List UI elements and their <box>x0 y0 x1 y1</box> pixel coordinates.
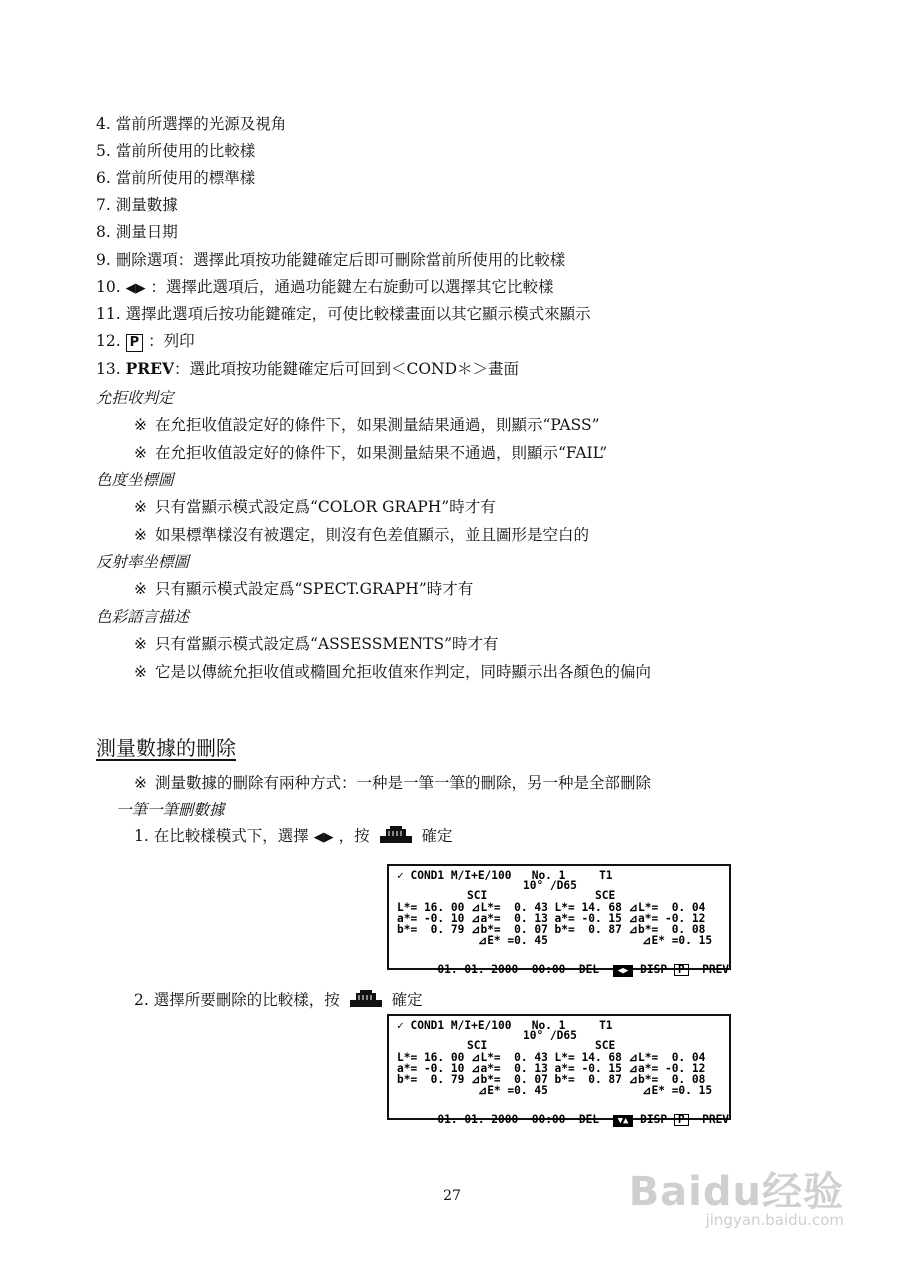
page-number: 27 <box>443 1188 461 1204</box>
note: ※ 只有當顯示模式設定爲“ASSESSMENTS”時才有 <box>134 635 499 653</box>
list-item: 11. 選擇此選項后按功能鍵確定，可使比較樣畫面以其它顯示模式來顯示 <box>96 305 591 323</box>
list-item: 5. 當前所使用的比較樣 <box>96 142 256 160</box>
note: ※ 在允拒收值設定好的條件下，如果測量結果通過，則顯示“PASS” <box>134 416 600 434</box>
step: 1. 在比較樣模式下，選擇 ◀▶ ，按 確定 <box>134 827 453 845</box>
section-heading: 允拒收判定 <box>96 389 174 407</box>
print-icon: P <box>126 334 144 352</box>
print-icon: P <box>674 1114 689 1126</box>
section-heading: 色彩語言描述 <box>96 608 190 626</box>
section-heading: 反射率坐標圖 <box>96 553 190 571</box>
list-item: 9. 刪除選項：選擇此項按功能鍵確定后即可刪除當前所使用的比較樣 <box>96 251 566 269</box>
note: ※ 它是以傳統允拒收值或橢圓允拒收值來作判定，同時顯示出各顏色的偏向 <box>134 663 652 681</box>
note: ※ 只有顯示模式設定爲“SPECT.GRAPH”時才有 <box>134 580 474 598</box>
lcd-screen: ✓ COND1 M/I+E/100 No. 1 T1 10° /D65 SCI SCE L*= 16. 00 ⊿L*= 0. 43 L*= 14. 68 ⊿L*= 0. 04 a*= -0. 10 ⊿a*= 0. 13 a*= -0. 15 ⊿a*= -0. 12 b*= 0. 79 ⊿b*= 0. 07 b*= 0. 87 ⊿b*= 0. 08 ⊿E* =0. 45 ⊿E* =0. 15 01. 01. 2000 00:00 DEL ◀▶ DISP P PREV <box>387 864 731 970</box>
left-right-arrows-icon: ◀▶ <box>313 830 334 845</box>
watermark <box>629 1160 844 1229</box>
note: ※ 如果標準樣沒有被選定，則沒有色差值顯示，並且圖形是空白的 <box>134 526 590 544</box>
list-item: 13. PREV：選此項按功能鍵確定后可回到＜COND＊＞畫面 <box>96 359 520 378</box>
left-right-arrows-icon: ◀▶ <box>125 281 146 296</box>
list-item: 6. 當前所使用的標準樣 <box>96 169 256 187</box>
subheading: 一筆一筆刪數據 <box>116 801 225 819</box>
function-key-icon <box>379 826 413 844</box>
select-arrows-icon: ▼▲ <box>613 1115 634 1127</box>
function-key-icon <box>349 990 383 1008</box>
list-item: 10. ◀▶ ：選擇此選項后，通過功能鍵左右旋動可以選擇其它比較樣 <box>96 278 554 296</box>
print-icon: P <box>674 964 689 976</box>
step: 2. 選擇所要刪除的比較樣，按 確定 <box>134 991 423 1009</box>
list-item: 12. P ：列印 <box>96 332 195 350</box>
baidu-logo: Baidu经验 <box>628 1169 844 1215</box>
select-arrows-icon: ◀▶ <box>613 965 634 977</box>
note: ※ 測量數據的刪除有兩种方式：一种是一筆一筆的刪除，另一种是全部刪除 <box>134 774 652 792</box>
section-heading: 色度坐標圖 <box>96 471 174 489</box>
watermark-url: jingyan.baidu.com <box>705 1211 844 1229</box>
note: ※ 只有當顯示模式設定爲“COLOR GRAPH”時才有 <box>134 498 496 516</box>
list-item: 8. 測量日期 <box>96 223 178 241</box>
list-item: 7. 測量數據 <box>96 196 178 214</box>
list-item: 4. 當前所選擇的光源及視角 <box>96 115 287 133</box>
lcd-screen: ✓ COND1 M/I+E/100 No. 1 T1 10° /D65 SCI SCE L*= 16. 00 ⊿L*= 0. 43 L*= 14. 68 ⊿L*= 0. 04 a*= -0. 10 ⊿a*= 0. 13 a*= -0. 15 ⊿a*= -0. 12 b*= 0. 79 ⊿b*= 0. 07 b*= 0. 87 ⊿b*= 0. 08 ⊿E* =0. 45 ⊿E* =0. 15 01. 01. 2000 00:00 DEL ▼▲ DISP P PREV <box>387 1014 731 1120</box>
section-title: 測量數據的刪除 <box>96 736 236 760</box>
note: ※ 在允拒收值設定好的條件下，如果測量結果不通過，則顯示“FAIL” <box>134 444 608 462</box>
